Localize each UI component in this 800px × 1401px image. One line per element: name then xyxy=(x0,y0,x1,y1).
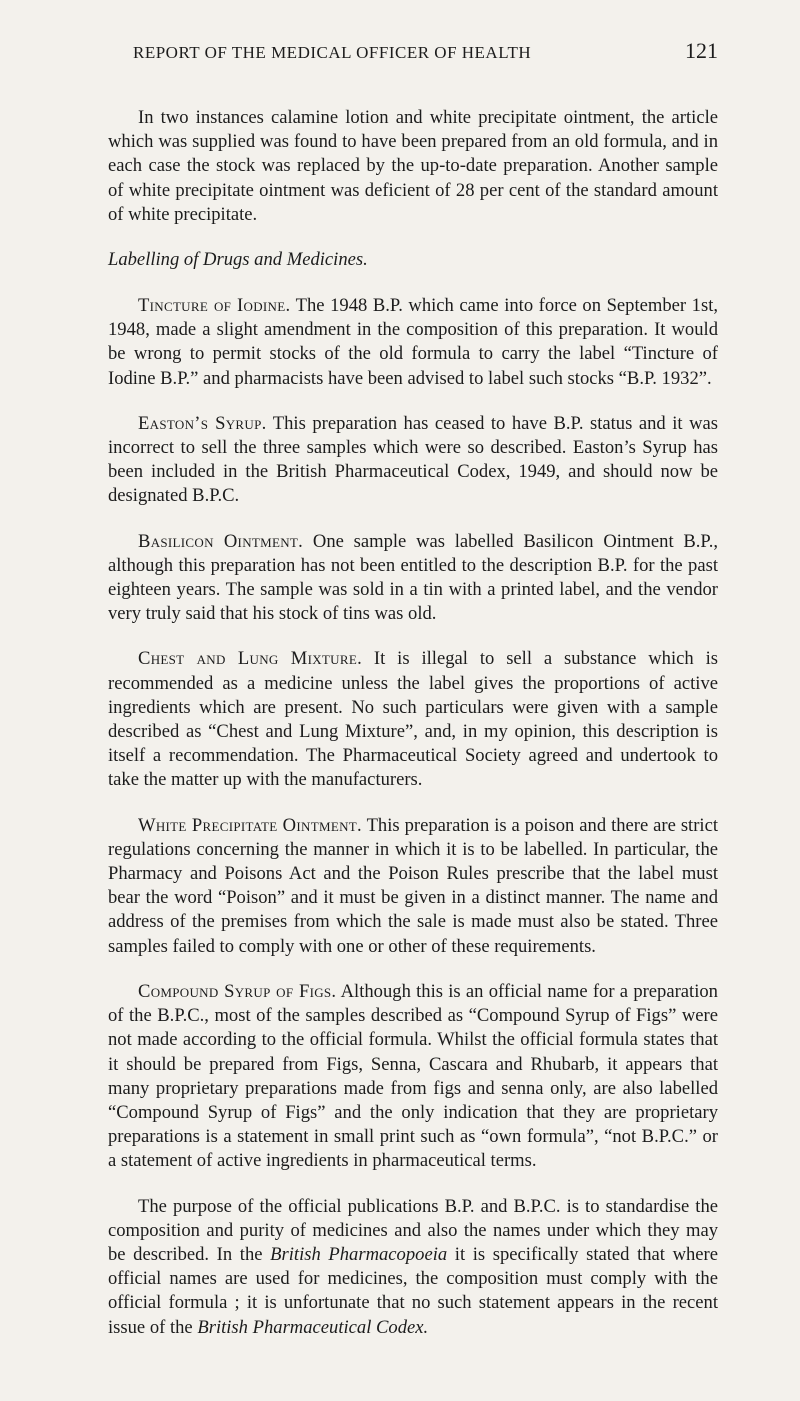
entry-chest-and-lung-mixture xyxy=(108,647,718,792)
entry-text: The 1948 B.P. which came into force on September 1st, 1948, made a slight amendment in the composition of this preparation. It would be wrong to permit stocks of the old formula to carry the label “Tincture of Iodine B.P.” and pharmacists have been advised to label such stocks “B.P. 1932”. xyxy=(108,295,719,389)
closing-text-2: it is specifically stated that where official names are used for medicines, the composition must comply with the official formula ; it is unfortunate that no such statement appears in the recent issue of the xyxy=(108,1243,719,1338)
entry-term: White Precipitate Ointment. xyxy=(138,814,362,836)
entry-term: Compound Syrup of Figs. xyxy=(138,980,337,1002)
closing-text-1: The purpose of the official publications B.P. and B.P.C. is to standardise the composition and purity of medicines and also the names under which they may be described. In the xyxy=(108,1195,718,1265)
entry-basilicon-ointment xyxy=(108,530,718,627)
running-header xyxy=(133,38,718,64)
entry-term: Easton’s Syrup. xyxy=(138,412,267,434)
closing-paragraph xyxy=(108,1195,718,1340)
entry-term: Basilicon Ointment. xyxy=(138,530,304,552)
entry-tincture-of-iodine xyxy=(108,294,718,391)
entry-compound-syrup-of-figs xyxy=(108,980,718,1174)
page-number: 121 xyxy=(685,38,718,63)
entry-text: One sample was labelled Basilicon Ointment B.P., although this preparation has not been entitled to the description B.P. for the past eighteen years. The sample was sold in a tin with a printed label, and the vendor very truly said that his stock of tins was old. xyxy=(108,530,719,625)
publication-title-pharmacopoeia: British Pharmacopoeia xyxy=(270,1243,448,1265)
entry-eastons-syrup xyxy=(108,412,718,509)
entry-term: Tincture of Iodine. xyxy=(138,295,291,317)
entry-white-precipitate-ointment xyxy=(108,814,718,959)
section-heading: Labelling of Drugs and Medicines. xyxy=(108,249,368,271)
entry-text: It is illegal to sell a substance which is recommended as a medicine unless the label gives the proportions of active ingredients which are present. No such particulars were given with a sample described as “Chest and Lung Mixture”, and, in my opinion, this description is itself a recommendation. The Pharmaceutical Society agreed and undertook to take the matter up with the manufacturers. xyxy=(108,648,718,791)
entry-text: This preparation is a poison and there are strict regulations concerning the manner in which it is to be labelled. In particular, the Pharmacy and Poisons Act and the Poison Rules prescribe that the label must bear the word “Poison” and it must be given in a distinct manner. The name and address of the premises from which the sale is made must also be stated. Three samples failed to comply with one or other of these requirements. xyxy=(108,814,718,957)
publication-title-codex: British Pharmaceutical Codex. xyxy=(197,1316,429,1338)
entry-text: Although this is an official name for a preparation of the B.P.C., most of the samples described as “Compound Syrup of Figs” were not made according to the official formula. Whilst the official formula states that it should be prepared from Figs, Senna, Cascara and Rhubarb, it appears that many proprietary preparations made from figs and senna only, are also labelled “Compound Syrup of Figs” and the only indication that they are proprietary preparations is a statement in small print such as “own formula”, “not B.P.C.” or a statement of active ingredients in pharmaceutical terms. xyxy=(108,980,718,1172)
entry-term: Chest and Lung Mixture. xyxy=(138,648,363,670)
intro-paragraph: In two instances calamine lotion and white precipitate ointment, the article which was supplied was found to have been prepared from an old formula, and in each case the stock was replaced by the up-to-date preparation. Another sample of white precipitate ointment was deficient of 28 per cent of the standard amount of white precipitate. xyxy=(108,107,718,225)
entry-text: This preparation has ceased to have B.P. status and it was incorrect to sell the three samples which were so described. Easton’s Syrup has been included in the British Pharmaceutical Codex, 1949, and should now be designated B.P.C. xyxy=(108,412,718,507)
header-title: REPORT OF THE MEDICAL OFFICER OF HEALTH xyxy=(133,43,532,62)
